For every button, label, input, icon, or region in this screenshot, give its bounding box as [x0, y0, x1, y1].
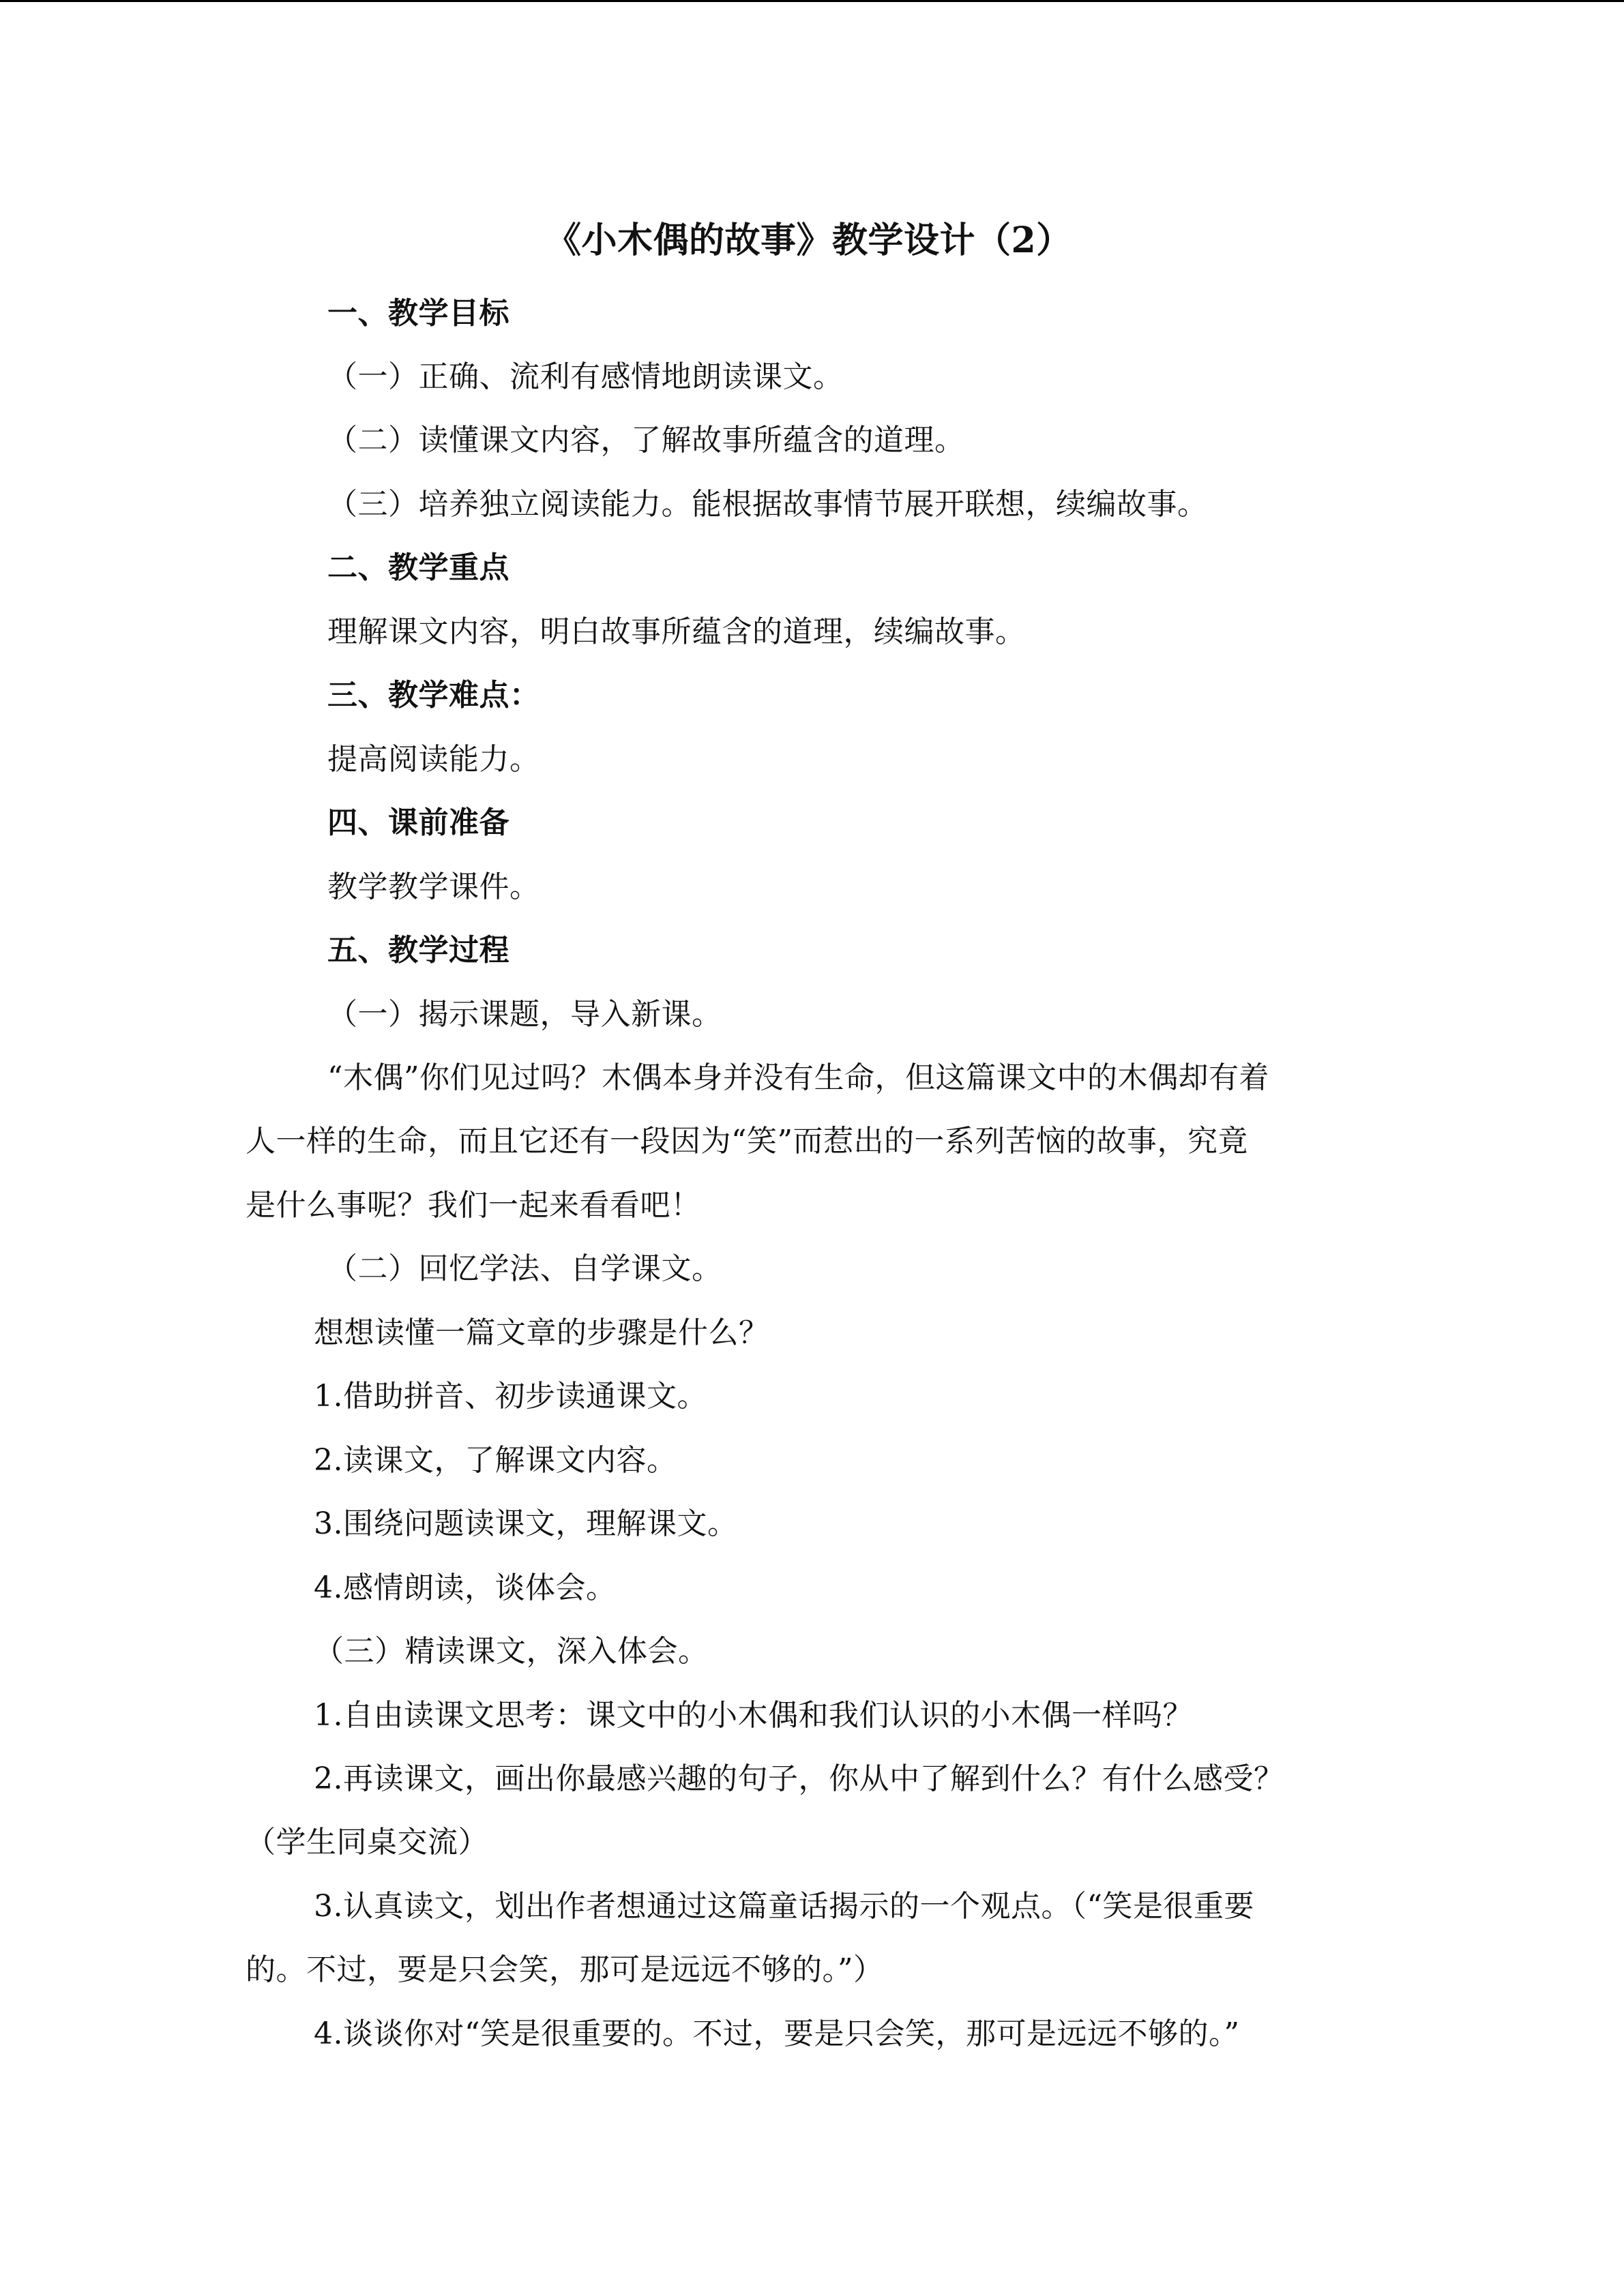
- objective-1: （一）正确、流利有感情地朗读课文。: [327, 359, 844, 394]
- intro-paragraph-line-1: “木偶”你们见过吗？木偶本身并没有生命，但这篇课文中的木偶却有着: [327, 1060, 1269, 1095]
- preparation-text: 教学教学课件。: [327, 869, 540, 904]
- objective-2: （二）读懂课文内容，了解故事所蕴含的道理。: [327, 423, 965, 458]
- intro-paragraph-line-3: 是什么事呢？我们一起来看看吧！: [246, 1188, 701, 1223]
- reading-step-3: 3.围绕问题读课文，理解课文。: [314, 1506, 738, 1541]
- section-heading-preparation: 四、课前准备: [327, 805, 510, 840]
- reading-step-2: 2.读课文，了解课文内容。: [314, 1443, 677, 1478]
- section-heading-objectives: 一、教学目标: [327, 296, 510, 331]
- objective-3: （三）培养独立阅读能力。能根据故事情节展开联想，续编故事。: [327, 487, 1208, 522]
- section-heading-difficulties: 三、教学难点：: [327, 678, 540, 713]
- intensive-reading-4: 4.谈谈你对“笑是很重要的。不过，要是只会笑，那可是远远不够的。”: [314, 2016, 1240, 2051]
- section-heading-process: 五、教学过程: [327, 933, 510, 968]
- reading-steps-question: 想想读懂一篇文章的步骤是什么？: [314, 1315, 769, 1350]
- intensive-reading-3-line-1: 3.认真读文，划出作者想通过这篇童话揭示的一个观点。（“笑是很重要: [314, 1889, 1254, 1924]
- process-step-3-heading: （三）精读课文，深入体会。: [314, 1634, 709, 1669]
- intensive-reading-2-line-2: （学生同桌交流）: [246, 1825, 488, 1860]
- document-title: 《小木偶的故事》教学设计（2）: [546, 220, 1072, 261]
- reading-step-4: 4.感情朗读，谈体会。: [314, 1570, 617, 1605]
- process-step-2-heading: （二）回忆学法、自学课文。: [327, 1251, 722, 1286]
- difficulties-text: 提高阅读能力。: [327, 742, 540, 777]
- reading-step-1: 1.借助拼音、初步读通课文。: [314, 1379, 707, 1414]
- intro-paragraph-line-2: 人一样的生命，而且它还有一段因为“笑”而惹出的一系列苦恼的故事，究竟: [246, 1124, 1248, 1159]
- section-heading-key-points: 二、教学重点: [327, 550, 510, 585]
- process-step-1-heading: （一）揭示课题，导入新课。: [327, 997, 722, 1032]
- top-border-line: [0, 0, 1624, 2]
- intensive-reading-3-line-2: 的。不过，要是只会笑，那可是远远不够的。”）: [246, 1952, 884, 1987]
- key-points-text: 理解课文内容，明白故事所蕴含的道理，续编故事。: [327, 614, 1026, 649]
- intensive-reading-2-line-1: 2.再读课文，画出你最感兴趣的句子，你从中了解到什么？有什么感受？: [314, 1761, 1284, 1796]
- intensive-reading-1: 1.自由读课文思考：课文中的小木偶和我们认识的小木偶一样吗？: [314, 1698, 1193, 1733]
